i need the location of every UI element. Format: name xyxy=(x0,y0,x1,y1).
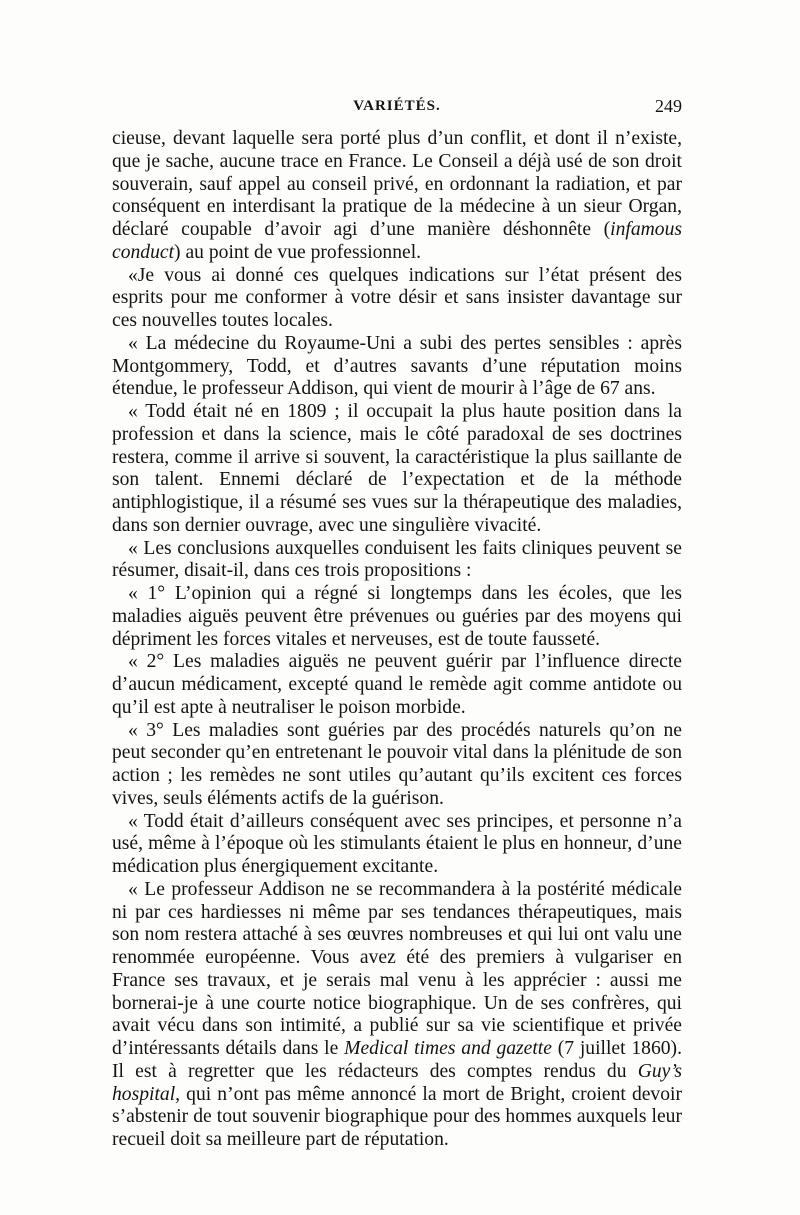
italic-title: Medical times and gazette xyxy=(344,1038,552,1059)
paragraph-text: qui n’ont pas même annoncé la mort de Bright, croient devoir s’abstenir de tout souvenir biographique pour des hommes auxquels leur recueil doit sa meilleure part de réputation. xyxy=(112,1083,682,1150)
paragraph-text: « Todd était né en 1809 ; il occupait la plus haute position dans la profession et dans la science, mais le côté paradoxal de ses doctrines restera, comme il arrive si souvent, la caractéristique la plus saillante de son talent. Ennemi déclaré de l’expectation et de la méthode antiphlogistique, il a résumé ses vues sur la thérapeutique des maladies, dans son dernier ouvrage, avec une singulière vivacité. xyxy=(112,401,682,536)
italic-title: Guy’s hospital, xyxy=(112,1060,682,1105)
paragraph-text: « 1° L’opinion qui a régné si longtemps dans les écoles, que les maladies aiguës peuvent être prévenues ou guéries par des moyens qui dépriment les forces vitales et nerveuses, est de toute fausseté. xyxy=(112,583,682,650)
paragraph-text: « La médecine du Royaume-Uni a subi des pertes sensibles : après Montgommery, Todd, et d’autres savants d’une réputation moins étendue, le professeur Addison, qui vient de mourir à l’âge de 67 ans. xyxy=(112,332,682,400)
page-header xyxy=(112,98,682,126)
paragraph-text: « Les conclusions auxquelles conduisent les faits cliniques peuvent se résumer, disait-il, dans ces trois propositions : xyxy=(112,537,682,582)
page-number: 249 xyxy=(655,96,682,116)
paragraph xyxy=(112,401,682,538)
paragraph-text: cieuse, devant laquelle sera porté plus d’un conflit, et dont il n’existe, que je sache, aucune trace en France. Le Conseil a déjà usé de son droit souverain, sauf appel au conseil privé, en ordonnant la radiation, et par conséquent en interdisant la pratique de la médecine à un sieur Organ, déclaré coupable d’avoir agi d’une manière déshonnête ( xyxy=(112,128,682,240)
paragraph-text: « Todd était d’ailleurs conséquent avec ses principes, et personne n’a usé, même à l’époque où les stimulants étaient le plus en honneur, d’une médication plus énergiquement excitante. xyxy=(112,810,682,877)
paragraph-text: « 2° Les maladies aiguës ne peuvent guérir par l’influence directe d’aucun médicament, excepté quand le remède agit comme antidote ou qu’il est apte à neutraliser le poison morbide. xyxy=(112,651,682,718)
body-text xyxy=(112,128,682,1152)
paragraph xyxy=(112,265,682,333)
paragraph-text: « Le professeur Addison ne se recommandera à la postérité médicale ni par ces hardiesses ni même par ses tendances thérapeutiques, mais son nom restera attaché à ses œuvres nombreuses et qui lui ont valu une renommée européenne. Vous avez été des premiers à vulgariser en France ses travaux, et je serais mal venu à les apprécier : aussi me bornerai-je à une courte notice biographique. Un de ses confrères, qui avait vécu dans son intimité, a publié sur sa vie scientifique et privée d’intéressants détails dans le xyxy=(112,878,682,1059)
paragraph xyxy=(112,879,682,1152)
paragraph xyxy=(112,811,682,879)
italic-title: infamous conduct xyxy=(112,219,682,263)
paragraph-text: «Je vous ai donné ces quelques indications sur l’état présent des esprits pour me conformer à votre désir et sans insister davantage sur ces nouvelles toutes locales. xyxy=(112,264,682,331)
paragraph xyxy=(112,128,682,265)
running-head: VARIÉTÉS. xyxy=(353,98,441,114)
paragraph xyxy=(112,583,682,651)
paragraph-text: (7 juillet 1860). Il est à regretter que les rédacteurs des comptes rendus du xyxy=(112,1038,682,1082)
paragraph xyxy=(112,720,682,811)
paragraph-text: ) au point de vue professionnel. xyxy=(174,241,422,263)
paragraph xyxy=(112,651,682,719)
paragraph xyxy=(112,333,682,401)
paragraph-text: « 3° Les maladies sont guéries par des procédés naturels qu’on ne peut seconder qu’en entretenant le pouvoir vital dans la plénitude de son action ; les remèdes ne sont utiles qu’autant qu’ils excitent ces forces vives, seuls éléments actifs de la guérison. xyxy=(112,719,682,809)
paragraph xyxy=(112,538,682,584)
